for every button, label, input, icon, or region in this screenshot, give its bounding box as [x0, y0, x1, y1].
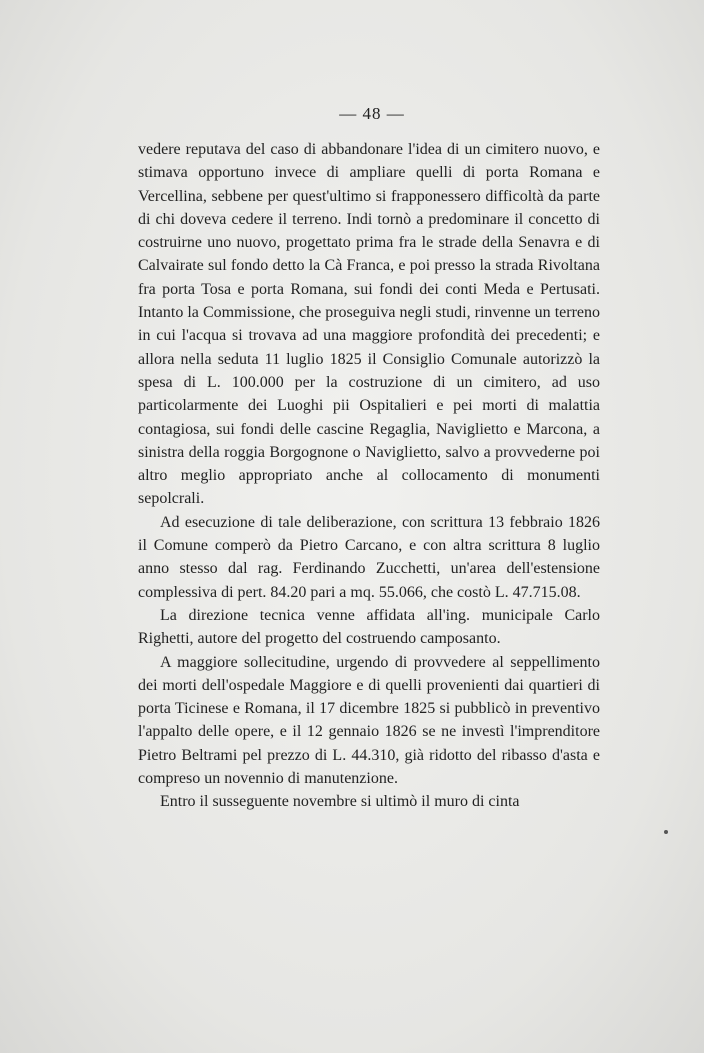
body-text [138, 138, 600, 814]
paragraph-3: La direzione tecnica venne affidata all'ing. municipale Carlo Righetti, autore del progetto del costruendo camposanto. [138, 606, 600, 648]
paragraph-4: A maggiore sollecitudine, urgendo di provvedere al seppellimento dei morti dell'ospedale Maggiore e di quelli provenienti dai quartieri di porta Ticinese e Romana, il 17 dicembre 1825 si pubblicò in preventivo l'appalto delle opere, e il 12 gennaio 1826 se ne investì l'imprenditore Pietro Beltrami pel prezzo di L. 44.310, già ridotto del ribasso d'asta e compreso un novennio di manutenzione. [138, 653, 600, 788]
page-number: — 48 — [339, 104, 405, 123]
paragraph-5: Entro il susseguente novembre si ultimò il muro di cinta [160, 793, 520, 811]
paragraph-1: vedere reputava del caso di abbandonare l'idea di un cimitero nuovo, e stimava opportuno invece di ampliare quelli di porta Romana e Vercellina, sebbene per quest'ultimo si frapponessero difficoltà da parte di chi doveva cedere il terreno. Indi tornò a predominare il concetto di costruirne uno nuovo, progettato prima fra le strade della Senavra e di Calvairate sul fondo detto la Cà Franca, e poi presso la strada Rivoltana fra porta Tosa e porta Romana, sui fondi dei conti Meda e Pertusati. Intanto la Commissione, che proseguiva negli studi, rinvenne un terreno in cui l'acqua si trovava ad una maggiore profondità dei precedenti; e allora nella seduta 11 luglio 1825 il Consiglio Comunale autorizzò la spesa di L. 100.000 per la costruzione di un cimitero, ad uso particolarmente dei Luoghi pii Ospitalieri e pei morti di malattia contagiosa, sui fondi delle cascine Regaglia, Naviglietto e Marcona, a sinistra della roggia Borgognone o Naviglietto, salvo a provvederne poi altro meglio appropriato anche al collocamento di monumenti sepolcrali. [138, 141, 600, 508]
paragraph-2: Ad esecuzione di tale deliberazione, con scrittura 13 febbraio 1826 il Comune comperò da Pietro Carcano, e con altra scrittura 8 luglio anno stesso dal rag. Ferdinando Zucchetti, un'area dell'estensione complessiva di pert. 84.20 pari a mq. 55.066, che costò L. 47.715.08. [138, 513, 600, 601]
paper-speck [664, 830, 668, 834]
